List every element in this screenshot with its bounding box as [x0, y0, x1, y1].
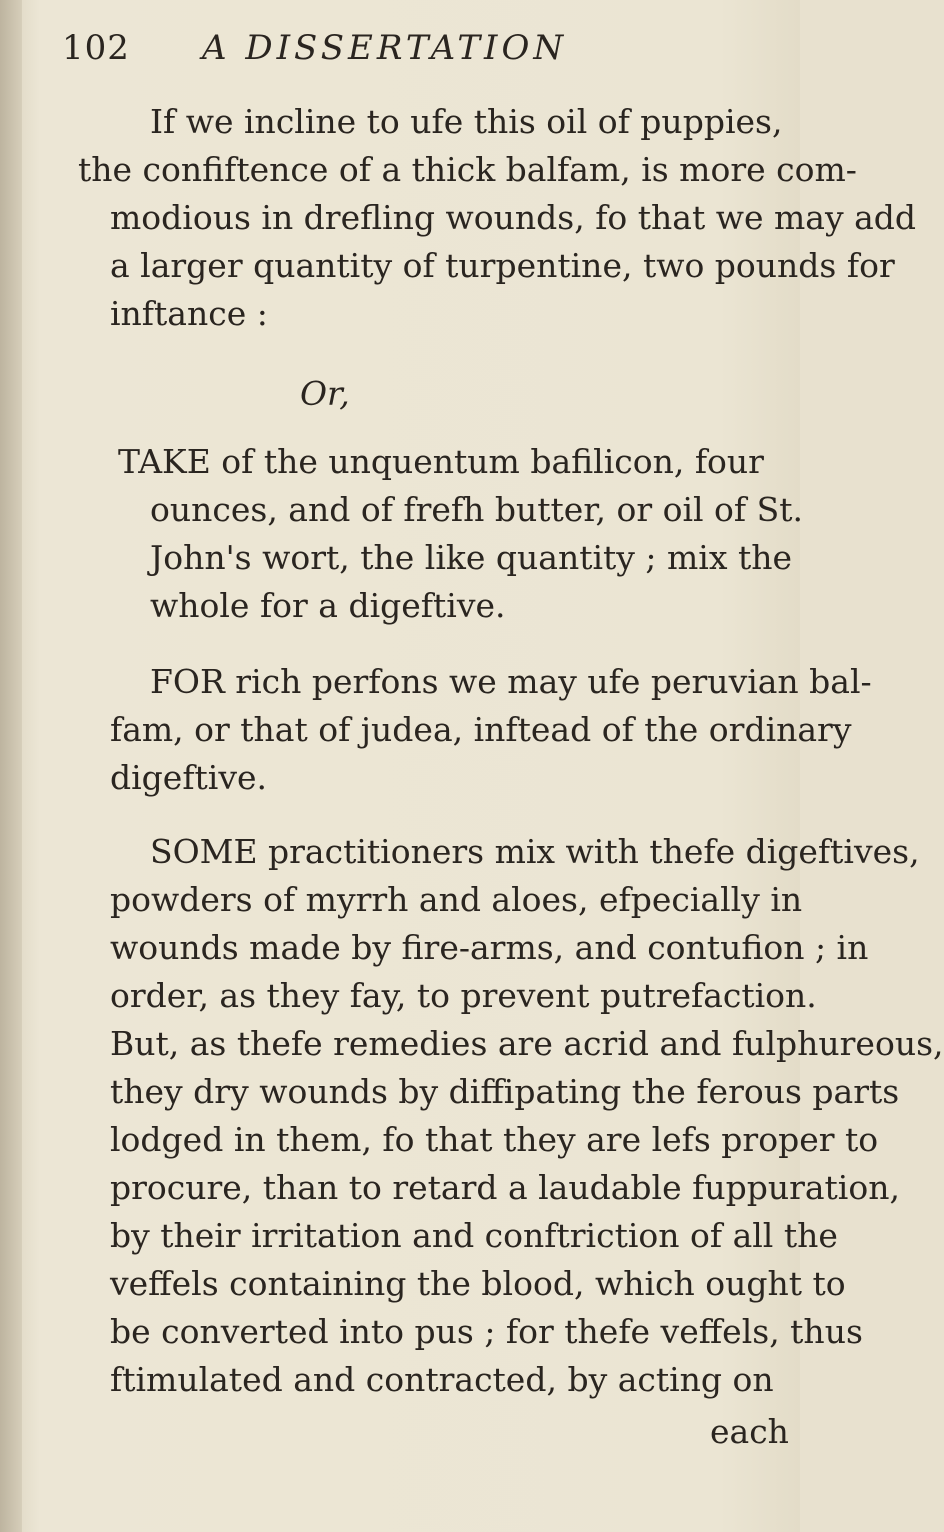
text-line: a larger quantity of turpentine, two pounds for [110, 246, 895, 285]
text-line: ftimulated and contracted, by acting on [110, 1360, 774, 1399]
text-line: they dry wounds by diffipating the ferous parts [110, 1072, 900, 1111]
text-line: John's wort, the like quantity ; mix the [150, 538, 793, 577]
text-line: be converted into pus ; for thefe veffels, thus [110, 1312, 863, 1351]
text-line: TAKE of the unquentum bafilicon, four [118, 442, 764, 481]
text-line: But, as thefe remedies are acrid and fulphureous, [110, 1024, 944, 1063]
section-divider-or: Or, [300, 374, 350, 413]
text-line: by their irritation and conftriction of all the [110, 1216, 838, 1255]
text-line: fam, or that of judea, inftead of the ordinary [110, 710, 852, 749]
text-line: whole for a digeftive. [150, 586, 506, 625]
page-header [62, 28, 762, 76]
text-line: order, as they fay, to prevent putrefaction. [110, 976, 817, 1015]
text-line: ounces, and of frefh butter, or oil of St. [150, 490, 803, 529]
text-line: procure, than to retard a laudable fuppuration, [110, 1168, 900, 1207]
catchword: each [710, 1412, 789, 1451]
text-line: powders of myrrh and aloes, efpecially in [110, 880, 803, 919]
text-line: FOR rich perfons we may ufe peruvian bal- [150, 662, 872, 701]
text-line: wounds made by fire-arms, and contufion ; in [110, 928, 869, 967]
text-line: lodged in them, fo that they are lefs proper to [110, 1120, 879, 1159]
text-line: the confiftence of a thick balfam, is more com- [78, 150, 857, 189]
running-title: A DISSERTATION [202, 28, 568, 68]
text-line: digeftive. [110, 758, 268, 797]
page-gutter-shadow [0, 0, 22, 1532]
text-line: SOME practitioners mix with thefe digeftives, [150, 832, 920, 871]
page-number: 102 [62, 28, 130, 68]
text-line: inftance : [110, 294, 268, 333]
text-line: modious in drefling wounds, fo that we may add [110, 198, 917, 237]
text-line: veffels containing the blood, which ought to [110, 1264, 846, 1303]
text-line: If we incline to ufe this oil of puppies, [150, 102, 783, 141]
